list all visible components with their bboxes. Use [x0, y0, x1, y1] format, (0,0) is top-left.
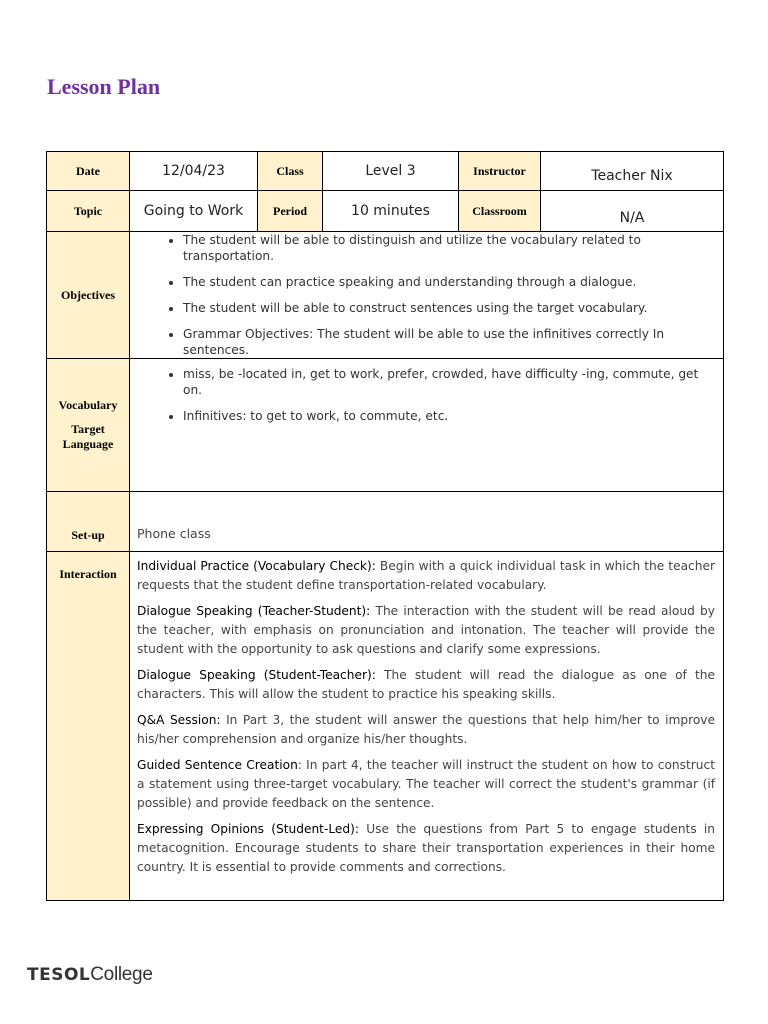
- interaction-lead: Individual Practice (Vocabulary Check):: [137, 559, 376, 573]
- period-value: 10 minutes: [323, 191, 459, 232]
- list-item: • Infinitives: to get to work, to commute, etc.: [183, 408, 709, 424]
- vocabulary-list: [130, 366, 723, 424]
- interaction-text: The student will read the dialogue as one of the characters. This will allow the student to practice his speaking skills.: [137, 668, 715, 701]
- objectives-label: Objectives: [47, 232, 130, 359]
- logo-bold-text: TESOL: [27, 965, 91, 985]
- classroom-value: N/A: [541, 191, 724, 232]
- date-label: Date: [47, 152, 130, 191]
- vocabulary-content: [130, 359, 724, 492]
- logo-light-text: College: [90, 964, 153, 985]
- interaction-item: [137, 820, 715, 877]
- interaction-text: Begin with a quick individual task in which the teacher requests that the student define transportation-related vocabulary.: [137, 559, 715, 592]
- interaction-lead: Guided Sentence Creation: [137, 758, 298, 772]
- vocabulary-label-line: Language: [62, 437, 114, 451]
- interaction-text: : In part 4, the teacher will instruct the student on how to construct a statement using three-target vocabulary. The teacher will correct the student's grammar (if possible) and provide feedback on the sentence.: [137, 758, 715, 810]
- classroom-label: Classroom: [459, 191, 541, 232]
- interaction-text: In Part 3, the student will answer the questions that help him/her to improve his/her comprehension and organize his/her thoughts.: [137, 713, 715, 746]
- instructor-value: Teacher Nix: [541, 152, 724, 191]
- page-title: Lesson Plan: [47, 74, 161, 99]
- tesol-college-logo: [27, 964, 153, 986]
- date-value: 12/04/23: [130, 152, 258, 191]
- class-label: Class: [258, 152, 323, 191]
- interaction-content: [130, 552, 724, 901]
- setup-content: [130, 492, 724, 552]
- list-item: • Grammar Objectives: The student will be able to use the infinitives correctly In sentences.: [183, 326, 709, 358]
- vocabulary-label-line: Vocabulary: [58, 398, 118, 412]
- interaction-lead: Q&A Session:: [137, 713, 221, 727]
- header-row-1: [47, 152, 724, 191]
- list-item: • The student will be able to distinguish and utilize the vocabulary related to transportation.: [183, 232, 709, 264]
- vocabulary-label-line: Target: [71, 422, 105, 436]
- objectives-content: [130, 232, 724, 359]
- interaction-row: [47, 552, 724, 901]
- list-item: • The student can practice speaking and understanding through a dialogue.: [183, 274, 709, 290]
- header-row-2: [47, 191, 724, 232]
- objectives-list: [130, 232, 723, 358]
- interaction-text: The interaction with the student will be read aloud by the teacher, with emphasis on pronunciation and intonation. The teacher will provide the student with the opportunity to ask questions and clarify some expressions.: [137, 604, 715, 656]
- interaction-lead: Dialogue Speaking (Teacher-Student):: [137, 604, 371, 618]
- class-value: Level 3: [323, 152, 459, 191]
- interaction-item: [137, 666, 715, 704]
- interaction-item: [137, 557, 715, 595]
- setup-row: [47, 492, 724, 552]
- interaction-label: Interaction: [47, 552, 130, 901]
- instructor-label: Instructor: [459, 152, 541, 191]
- topic-label: Topic: [47, 191, 130, 232]
- lesson-plan-table: [46, 151, 724, 901]
- interaction-item: [137, 711, 715, 749]
- interaction-lead: Dialogue Speaking (Student-Teacher):: [137, 668, 376, 682]
- topic-value: Going to Work: [130, 191, 258, 232]
- interaction-item: [137, 756, 715, 813]
- setup-text: Phone class: [137, 526, 211, 541]
- interaction-lead: Expressing Opinions (Student-Led):: [137, 822, 360, 836]
- period-label: Period: [258, 191, 323, 232]
- interaction-item: [137, 602, 715, 659]
- vocabulary-label: [47, 359, 130, 492]
- objectives-row: [47, 232, 724, 359]
- list-item: • The student will be able to construct sentences using the target vocabulary.: [183, 300, 709, 316]
- setup-label: Set-up: [47, 492, 130, 552]
- list-item: • miss, be -located in, get to work, prefer, crowded, have difficulty -ing, commute, get on.: [183, 366, 709, 398]
- interaction-text: Use the questions from Part 5 to engage students in metacognition. Encourage students to share their transportation experiences in their home country. It is essential to provide comments and corrections.: [137, 822, 715, 874]
- vocabulary-row: [47, 359, 724, 492]
